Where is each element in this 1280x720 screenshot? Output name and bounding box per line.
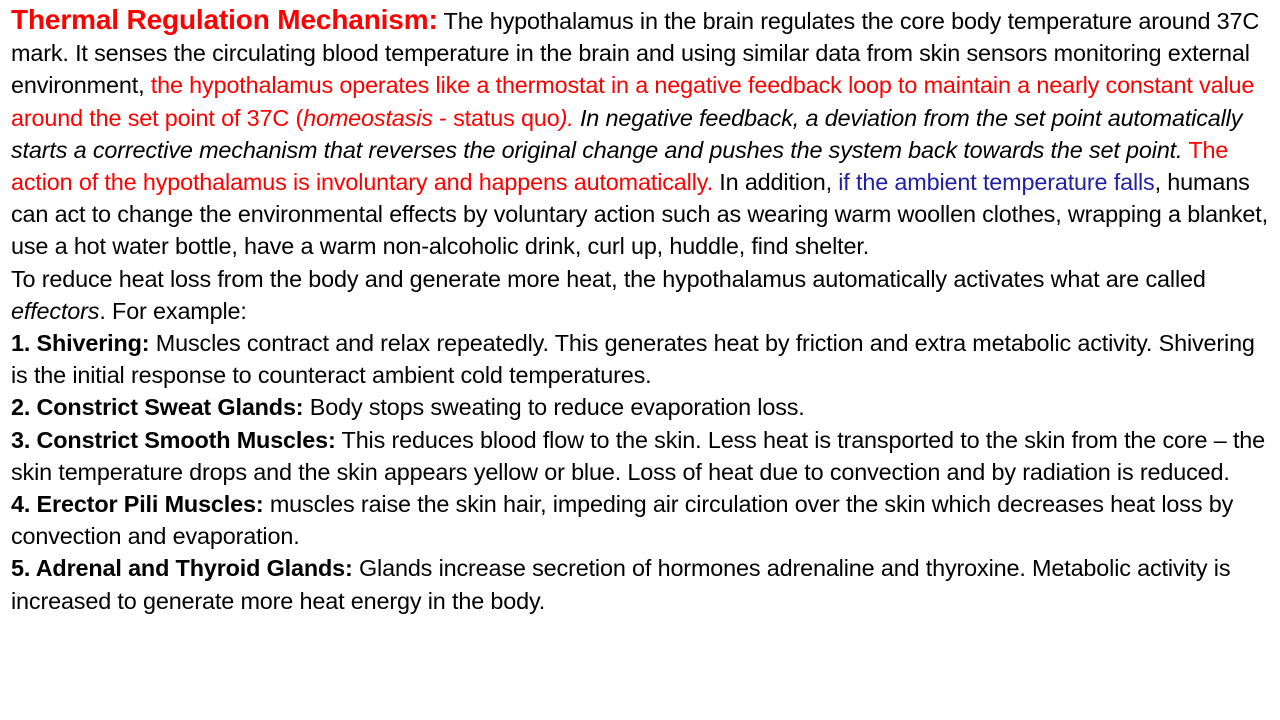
status-quo-close: ). <box>559 104 574 131</box>
effector-item-erector-pili <box>11 488 1273 552</box>
effector-item-shivering <box>11 327 1273 391</box>
effector-item-adrenal-thyroid <box>11 552 1273 616</box>
effector-label: 5. Adrenal and Thyroid Glands: <box>11 555 353 582</box>
thermostat-statement: the hypothalamus operates like a thermostat in a negative feedback loop to maintain a nearly constant value around the set point of 37C ( <box>11 72 1255 131</box>
effector-label: 2. Constrict Sweat Glands: <box>11 394 304 421</box>
effector-description: This reduces blood flow to the skin. Less heat is transported to the skin from the core – the skin temperature drops and the skin appears yellow or blue. Loss of heat due to convection and by radiation is reduced. <box>11 426 1266 485</box>
effectors-intro-paragraph <box>11 263 1273 327</box>
slide-content <box>11 4 1273 617</box>
effector-description: Muscles contract and relax repeatedly. This generates heat by friction and extra metabolic activity. Shivering is the initial response to counteract ambient cold temperatures. <box>11 330 1255 389</box>
intro-text-2: In addition, <box>712 169 839 196</box>
effectors-term: effectors <box>11 297 100 324</box>
voluntary-actions-text: , humans can act to change the environmental effects by voluntary action such as wearing warm woollen clothes, wrapping a blanket, use a hot water bottle, have a warm non-alcoholic drink, curl up, huddle, find shelter. <box>11 169 1268 260</box>
slide-title: Thermal Regulation Mechanism: <box>11 4 438 35</box>
effectors-intro-text: To reduce heat loss from the body and generate more heat, the hypothalamus automatically activates what are called <box>11 265 1206 292</box>
effector-item-smooth-muscles <box>11 424 1273 488</box>
involuntary-action-statement: The action of the hypothalamus is involuntary and happens automatically. <box>11 136 1229 196</box>
intro-text-1: The hypothalamus in the brain regulates the core body temperature around 37C mark. It senses the circulating blood temperature in the brain and using similar data from skin sensors monitoring external environment, <box>11 8 1260 99</box>
effectors-intro-tail: . For example: <box>99 297 247 324</box>
status-quo-text: - status quo <box>432 104 560 131</box>
negative-feedback-definition: In negative feedback, a deviation from the set point automatically starts a corrective mechanism that reverses the original change and pushes the system back towards the set point. <box>11 104 1243 163</box>
homeostasis-term: homeostasis <box>303 104 433 131</box>
effector-description: Body stops sweating to reduce evaporation loss. <box>303 394 805 421</box>
effector-description: Glands increase secretion of hormones adrenaline and thyroxine. Metabolic activity is increased to generate more heat energy in the body. <box>11 555 1231 614</box>
effector-description: muscles raise the skin hair, impeding air circulation over the skin which decreases heat loss by convection and evaporation. <box>11 491 1234 550</box>
effector-label: 4. Erector Pili Muscles: <box>11 491 264 518</box>
ambient-temperature-condition: if the ambient temperature falls <box>838 169 1155 196</box>
effector-label: 1. Shivering: <box>11 330 150 357</box>
intro-paragraph <box>11 4 1273 263</box>
effector-label: 3. Constrict Smooth Muscles: <box>11 426 336 453</box>
effector-item-sweat-glands <box>11 391 1273 423</box>
